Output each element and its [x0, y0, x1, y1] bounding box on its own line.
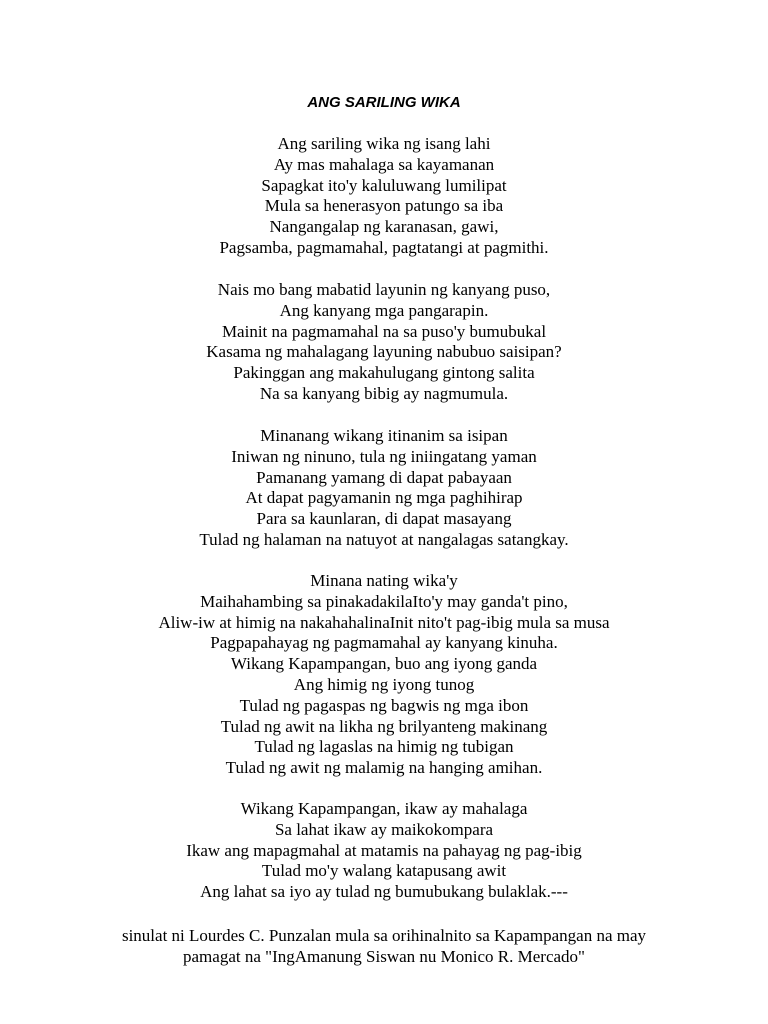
stanza-3: [0, 426, 768, 551]
poem-line: Tulad ng pagaspas ng bagwis ng mga ibon: [239, 695, 529, 715]
poem-line: Tulad ng halaman na natuyot at nangalagas satangkay.: [199, 529, 569, 549]
poem-line: Maihahambing sa pinakadakilaIto'y may ganda't pino,: [200, 591, 568, 611]
poem-line: Tulad ng awit ng malamig na hanging amihan.: [225, 758, 543, 778]
author-credit: [0, 926, 768, 968]
poem-line: Minana nating wika'y: [310, 571, 458, 590]
poem-line: Ay mas mahalaga sa kayamanan: [273, 154, 495, 174]
poem-line: Sa lahat ikaw ay maikokompara: [274, 819, 494, 839]
credit-line: sinulat ni Lourdes C. Punzalan mula sa orihinalnito sa Kapampangan na may: [121, 926, 647, 945]
poem-line: Nangangalap ng karanasan, gawi,: [269, 217, 499, 237]
credit-line: pamagat na "IngAmanung Siswan nu Monico R. Mercado": [183, 946, 585, 966]
poem-line: Tulad mo'y walang katapusang awit: [261, 861, 507, 881]
stanza-2: [0, 280, 768, 405]
poem-line: Pagsamba, pagmamahal, pagtatangi at pagmithi.: [219, 237, 549, 257]
poem-line: Minanang wikang itinanim sa isipan: [260, 426, 508, 445]
poem-line: Tulad ng awit na likha ng brilyanteng makinang: [220, 716, 548, 736]
poem-line: Na sa kanyang bibig ay nagmumula.: [259, 383, 509, 403]
poem-title: ANG SARILING WIKA: [307, 94, 461, 111]
poem-line: Ikaw ang mapagmahal at matamis na pahayag ng pag-ibig: [186, 840, 582, 860]
poem-line: Nais mo bang mabatid layunin ng kanyang puso,: [217, 280, 551, 299]
poem-line: At dapat pagyamanin ng mga paghihirap: [245, 488, 523, 508]
poem-line: Kasama ng mahalagang layuning nabubuo saisipan?: [206, 342, 562, 362]
poem-line: Mainit na pagmamahal na sa puso'y bumubukal: [221, 321, 547, 341]
stanza-5: [0, 799, 768, 903]
poem-line: Pamanang yamang di dapat pabayaan: [256, 467, 512, 487]
poem-line: Ang sariling wika ng isang lahi: [277, 134, 491, 153]
poem-line: Ang himig ng iyong tunog: [293, 674, 475, 694]
poem-line: Pagpapahayag ng pagmamahal ay kanyang kinuha.: [210, 633, 558, 653]
poem-line: Sapagkat ito'y kaluluwang lumilipat: [261, 175, 507, 195]
poem-line: Iniwan ng ninuno, tula ng iniingatang yaman: [231, 446, 537, 466]
poem-line: Wikang Kapampangan, buo ang iyong ganda: [230, 654, 538, 674]
poem-line: Aliw-iw at himig na nakahahalinaInit nito't pag-ibig mula sa musa: [158, 612, 610, 632]
stanza-4: [0, 571, 768, 779]
poem-line: Wikang Kapampangan, ikaw ay mahalaga: [240, 799, 528, 818]
poem-line: Pakinggan ang makahulugang gintong salita: [233, 363, 535, 383]
poem-line: Ang lahat sa iyo ay tulad ng bumubukang bulaklak.---: [200, 882, 568, 902]
stanza-1: [0, 134, 768, 259]
poem-line: Ang kanyang mga pangarapin.: [279, 300, 489, 320]
poem-line: Tulad ng lagaslas na himig ng tubigan: [254, 737, 514, 757]
poem-line: Mula sa henerasyon patungo sa iba: [264, 196, 504, 216]
poem-line: Para sa kaunlaran, di dapat masayang: [256, 509, 512, 529]
